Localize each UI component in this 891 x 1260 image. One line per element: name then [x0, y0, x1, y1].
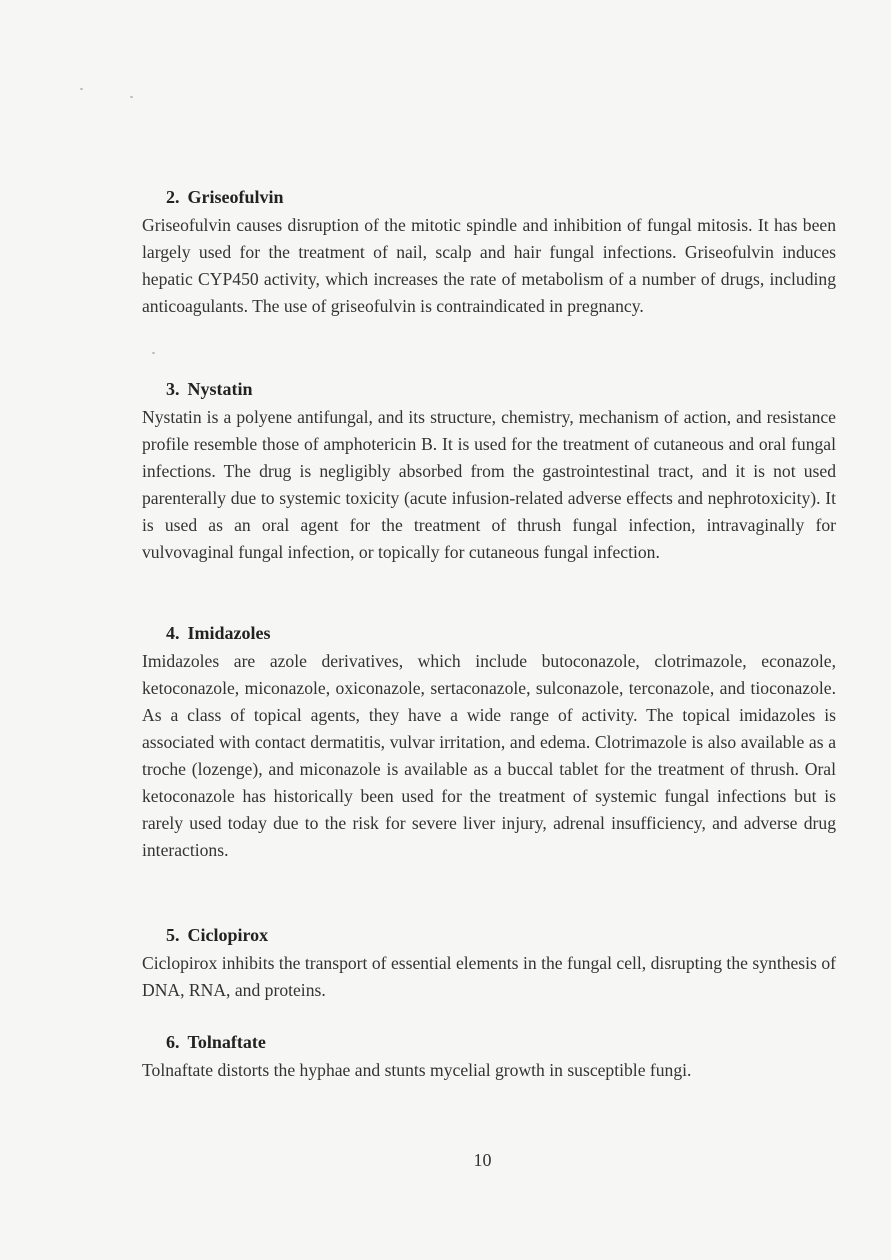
section-heading: [166, 378, 836, 400]
section-paragraph: Ciclopirox inhibits the transport of essential elements in the fungal cell, disrupting the synthesis of DNA, RNA, and proteins.: [142, 953, 836, 1000]
section-ciclopirox: [142, 924, 836, 1004]
section-title: Nystatin: [187, 379, 253, 399]
section-title: Griseofulvin: [187, 187, 284, 207]
section-title: Ciclopirox: [187, 925, 269, 945]
section-number: 5.: [166, 925, 180, 945]
section-heading: [166, 924, 836, 946]
scan-speck: [80, 88, 83, 90]
section-nystatin: [142, 378, 836, 566]
section-paragraph: Griseofulvin causes disruption of the mitotic spindle and inhibition of fungal mitosis. It has been largely used for the treatment of nail, scalp and hair fungal infections. Griseofulvin induces hepatic CYP450 activity, which increases the rate of metabolism of a number of drugs, including anticoagulants. The use of griseofulvin is contraindicated in pregnancy.: [142, 215, 836, 316]
section-number: 2.: [166, 187, 180, 207]
section-tolnaftate: [142, 1031, 836, 1084]
section-title: Tolnaftate: [187, 1032, 266, 1052]
section-heading: [166, 1031, 836, 1053]
section-title: Imidazoles: [187, 623, 271, 643]
page-number: 10: [473, 1150, 492, 1170]
section-paragraph: Nystatin is a polyene antifungal, and its structure, chemistry, mechanism of action, and resistance profile resemble those of amphotericin B. It is used for the treatment of cutaneous and oral fungal infections. The drug is negligibly absorbed from the gastrointestinal tract, and it is not used parenterally due to systemic toxicity (acute infusion-related adverse effects and nephrotoxicity). It is used as an oral agent for the treatment of thrush fungal infection, intravaginally for vulvovaginal fungal infection, or topically for cutaneous fungal infection.: [142, 407, 836, 562]
section-heading: [166, 186, 836, 208]
section-imidazoles: [142, 622, 836, 864]
scan-speck: [130, 96, 133, 98]
scan-speck: [152, 352, 155, 354]
section-number: 4.: [166, 623, 180, 643]
section-number: 6.: [166, 1032, 180, 1052]
section-paragraph: Tolnaftate distorts the hyphae and stunts mycelial growth in susceptible fungi.: [142, 1060, 692, 1080]
section-heading: [166, 622, 836, 644]
section-paragraph: Imidazoles are azole derivatives, which include butoconazole, clotrimazole, econazole, ketoconazole, miconazole, oxiconazole, sertaconazole, sulconazole, terconazole, and tioconazole. As a class of topical agents, they have a wide range of activity. The topical imidazoles is associated with contact dermatitis, vulvar irritation, and edema. Clotrimazole is also available as a troche (lozenge), and miconazole is available as a buccal tablet for the treatment of thrush. Oral ketoconazole has historically been used for the treatment of systemic fungal infections but is rarely used today due to the risk for severe liver injury, adrenal insufficiency, and adverse drug interactions.: [142, 651, 836, 860]
section-griseofulvin: [142, 186, 836, 320]
section-number: 3.: [166, 379, 180, 399]
